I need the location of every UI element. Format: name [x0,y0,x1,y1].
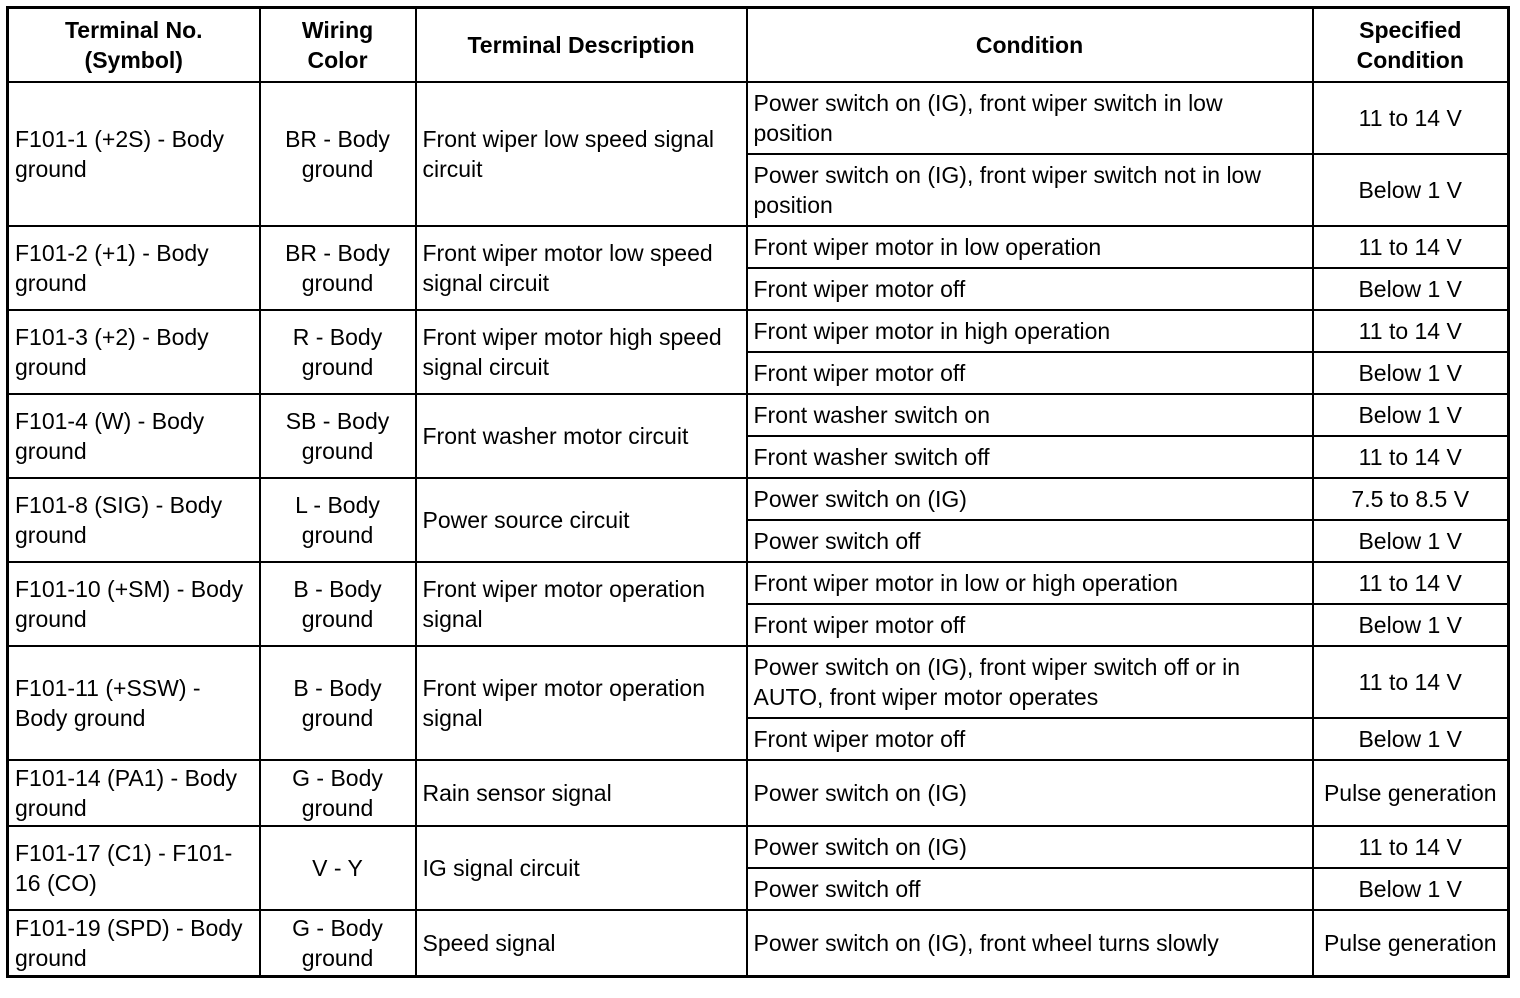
condition-cell: Power switch on (IG) [747,478,1313,520]
table-header-row [8,8,1509,83]
specified-condition-cell: Below 1 V [1313,268,1509,310]
header-terminal-description: Terminal Description [416,8,747,83]
condition-cell: Power switch on (IG) [747,826,1313,868]
table-row [8,910,1509,977]
table-row [8,394,1509,436]
wiring-color-cell: BR - Body ground [260,82,416,226]
specified-condition-cell: 7.5 to 8.5 V [1313,478,1509,520]
specified-condition-cell: Below 1 V [1313,154,1509,226]
terminal-description-cell: Front wiper low speed signal circuit [416,82,747,226]
terminal-cell: F101-2 (+1) - Body ground [8,226,260,310]
terminal-cell: F101-8 (SIG) - Body ground [8,478,260,562]
specified-condition-cell: Below 1 V [1313,718,1509,760]
header-condition: Condition [747,8,1313,83]
header-terminal: Terminal No. (Symbol) [8,8,260,83]
specified-condition-cell: Below 1 V [1313,868,1509,910]
specified-condition-cell: Below 1 V [1313,520,1509,562]
specified-condition-cell: Below 1 V [1313,394,1509,436]
condition-cell: Power switch on (IG), front wiper switch in low position [747,82,1313,154]
terminal-description-cell: Speed signal [416,910,747,977]
wiring-color-cell: V - Y [260,826,416,910]
wiring-color-cell: G - Body ground [260,910,416,977]
wiring-color-cell: BR - Body ground [260,226,416,310]
terminal-description-cell: IG signal circuit [416,826,747,910]
wiring-color-cell: B - Body ground [260,646,416,760]
condition-cell: Power switch off [747,520,1313,562]
terminal-cell: F101-11 (+SSW) - Body ground [8,646,260,760]
specified-condition-cell: 11 to 14 V [1313,310,1509,352]
table-row [8,82,1509,154]
table-row [8,760,1509,826]
terminal-cell: F101-4 (W) - Body ground [8,394,260,478]
specified-condition-cell: 11 to 14 V [1313,436,1509,478]
table-body [8,82,1509,977]
condition-cell: Power switch off [747,868,1313,910]
condition-cell: Front washer switch on [747,394,1313,436]
terminal-description-cell: Front wiper motor high speed signal circuit [416,310,747,394]
terminal-table [6,6,1510,978]
table-row [8,310,1509,352]
specified-condition-cell: 11 to 14 V [1313,646,1509,718]
specified-condition-cell: Pulse generation [1313,760,1509,826]
specified-condition-cell: Pulse generation [1313,910,1509,977]
terminal-description-cell: Front wiper motor operation signal [416,562,747,646]
condition-cell: Front washer switch off [747,436,1313,478]
terminal-cell: F101-17 (C1) - F101-16 (CO) [8,826,260,910]
condition-cell: Power switch on (IG), front wiper switch off or in AUTO, front wiper motor operates [747,646,1313,718]
wiring-color-cell: L - Body ground [260,478,416,562]
specified-condition-cell: Below 1 V [1313,352,1509,394]
table-row [8,478,1509,520]
table-row [8,826,1509,868]
specified-condition-cell: 11 to 14 V [1313,226,1509,268]
terminal-description-cell: Front wiper motor operation signal [416,646,747,760]
terminal-cell: F101-1 (+2S) - Body ground [8,82,260,226]
terminal-cell: F101-3 (+2) - Body ground [8,310,260,394]
condition-cell: Front wiper motor off [747,604,1313,646]
condition-cell: Front wiper motor in low operation [747,226,1313,268]
table-row [8,562,1509,604]
specified-condition-cell: Below 1 V [1313,604,1509,646]
terminal-description-cell: Front wiper motor low speed signal circuit [416,226,747,310]
condition-cell: Power switch on (IG), front wheel turns slowly [747,910,1313,977]
specified-condition-cell: 11 to 14 V [1313,562,1509,604]
condition-cell: Power switch on (IG), front wiper switch not in low position [747,154,1313,226]
header-wiring-color: Wiring Color [260,8,416,83]
table-row [8,226,1509,268]
condition-cell: Power switch on (IG) [747,760,1313,826]
condition-cell: Front wiper motor in high operation [747,310,1313,352]
terminal-description-cell: Rain sensor signal [416,760,747,826]
table-row [8,646,1509,718]
condition-cell: Front wiper motor off [747,718,1313,760]
condition-cell: Front wiper motor off [747,352,1313,394]
terminal-cell: F101-14 (PA1) - Body ground [8,760,260,826]
terminal-cell: F101-19 (SPD) - Body ground [8,910,260,977]
wiring-color-cell: R - Body ground [260,310,416,394]
condition-cell: Front wiper motor in low or high operation [747,562,1313,604]
terminal-description-cell: Power source circuit [416,478,747,562]
wiring-color-cell: B - Body ground [260,562,416,646]
wiring-color-cell: G - Body ground [260,760,416,826]
specified-condition-cell: 11 to 14 V [1313,82,1509,154]
condition-cell: Front wiper motor off [747,268,1313,310]
terminal-cell: F101-10 (+SM) - Body ground [8,562,260,646]
wiring-color-cell: SB - Body ground [260,394,416,478]
header-specified-condition: Specified Condition [1313,8,1509,83]
specified-condition-cell: 11 to 14 V [1313,826,1509,868]
terminal-description-cell: Front washer motor circuit [416,394,747,478]
